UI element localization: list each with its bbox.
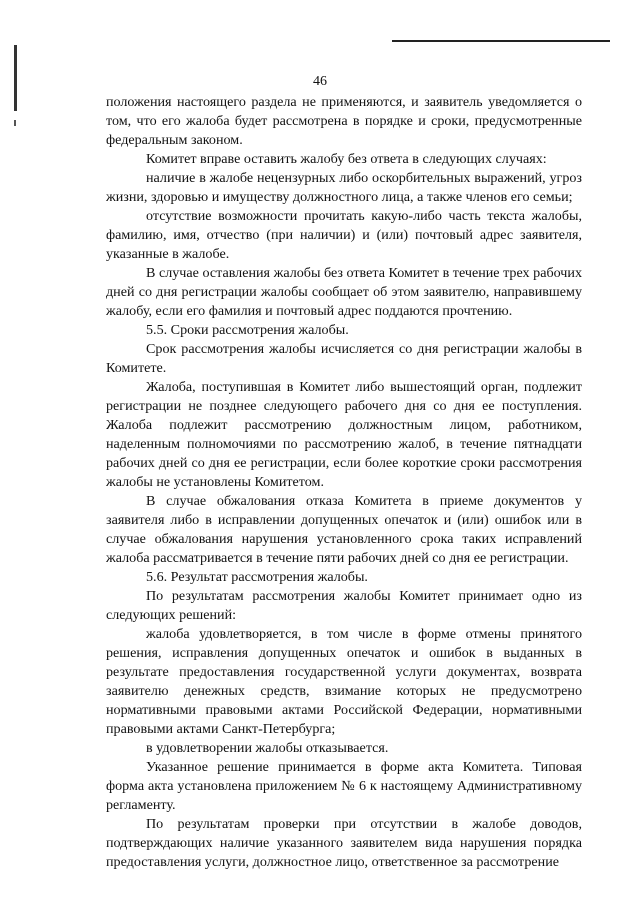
paragraph: В случае обжалования отказа Комитета в приеме документов у заявителя либо в исправлении допущенных опечаток и (или) ошибок или в случае обжалования нарушения установленного срока таких исправлений жалоба рассматривается в течение пяти рабочих дней со дня ее регистрации. — [106, 493, 582, 566]
paragraph: жалоба удовлетворяется, в том числе в форме отмены принятого решения, исправления допущенных опечаток и ошибок в выданных в результате предоставления государственной услуги документах, возврата заявителю денежных средств, взимание которых не предусмотрено нормативными правовыми актами Российской Федерации, нормативными правовыми актами Санкт-Петербурга; — [106, 626, 582, 737]
paragraph: Жалоба, поступившая в Комитет либо вышестоящий орган, подлежит регистрации не позднее следующего рабочего дня со дня ее поступления. Жалоба подлежит рассмотрению должностным лицом, работником, наделенным полномочиями по рассмотрению жалоб, в течение пятнадцати рабочих дней со дня ее регистрации, если более короткие сроки рассмотрения жалобы не установлены Комитетом. — [106, 379, 582, 490]
paragraph: В случае оставления жалобы без ответа Комитет в течение трех рабочих дней со дня регистрации жалобы сообщает об этом заявителю, направившему жалобу, если его фамилия и почтовый адрес поддаются прочтению. — [106, 265, 582, 319]
page-number: 46 — [313, 74, 327, 89]
section-heading: 5.5. Сроки рассмотрения жалобы. — [146, 322, 349, 338]
paragraph: отсутствие возможности прочитать какую-либо часть текста жалобы, фамилию, имя, отчество (при наличии) и (или) почтовый адрес заявителя, указанные в жалобе. — [106, 208, 582, 262]
binding-dot — [14, 120, 16, 126]
section-heading: 5.6. Результат рассмотрения жалобы. — [146, 569, 368, 585]
paragraph: Указанное решение принимается в форме акта Комитета. Типовая форма акта установлена приложением № 6 к настоящему Административному регламенту. — [106, 759, 582, 813]
paragraph: Срок рассмотрения жалобы исчисляется со дня регистрации жалобы в Комитете. — [106, 341, 582, 376]
paragraph: По результатам рассмотрения жалобы Комитет принимает одно из следующих решений: — [106, 588, 582, 623]
paragraph: в удовлетворении жалобы отказывается. — [146, 740, 389, 756]
paragraph: наличие в жалобе нецензурных либо оскорбительных выражений, угроз жизни, здоровью и имуществу должностного лица, а также членов его семьи; — [106, 170, 582, 205]
paragraph: Комитет вправе оставить жалобу без ответа в следующих случаях: — [146, 151, 547, 167]
body-text — [106, 93, 582, 872]
paragraph: По результатам проверки при отсутствии в жалобе доводов, подтверждающих наличие указанного заявителем вида нарушения порядка предоставления услуги, должностное лицо, ответственное за рассмотрение — [106, 816, 582, 870]
top-rule — [392, 40, 610, 42]
paragraph: положения настоящего раздела не применяются, и заявитель уведомляется о том, что его жалоба будет рассмотрена в порядке и сроки, предусмотренные федеральным законом. — [106, 94, 582, 148]
